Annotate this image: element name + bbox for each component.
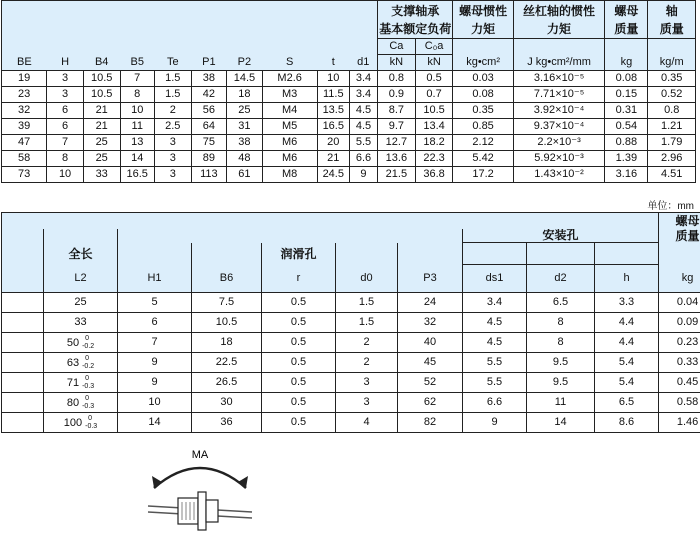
table-cell: 0.31	[605, 103, 648, 119]
table-cell: M8	[262, 167, 317, 183]
table-cell: 7	[47, 135, 84, 151]
table-cell: 36	[192, 413, 262, 433]
spec-table-lower	[1, 212, 700, 433]
table-row	[2, 71, 696, 87]
table-cell: 25	[83, 135, 120, 151]
header-shaft-mass: 轴	[648, 1, 696, 21]
table-cell: 14.5	[227, 71, 263, 87]
tolerance: 0 -0.3	[85, 414, 98, 430]
table-cell: 3.16×10⁻⁵	[513, 71, 605, 87]
table-cell: 5.5	[463, 373, 527, 393]
table-cell: 6.6	[463, 393, 527, 413]
table-cell: 9.7	[378, 119, 416, 135]
table-cell: 3.4	[463, 293, 527, 313]
table-cell: 4.5	[349, 119, 377, 135]
table-cell: 38	[227, 135, 263, 151]
table-cell: M5	[262, 119, 317, 135]
table-cell: 64	[191, 119, 227, 135]
table-cell: 4.5	[349, 103, 377, 119]
table-cell: 8	[527, 333, 595, 353]
table-cell: 48	[227, 151, 263, 167]
col-h1: H1	[118, 265, 192, 293]
col-r: r	[262, 265, 336, 293]
moment-diagram	[140, 446, 260, 541]
table-cell: 21	[83, 103, 120, 119]
col-kg: kg	[659, 265, 700, 293]
table-cell: 0.04	[659, 293, 700, 313]
table-cell: 0.03	[453, 71, 513, 87]
table-cell: 0.23	[659, 333, 700, 353]
table-cell: 31	[227, 119, 263, 135]
table-cell: 2	[336, 353, 398, 373]
table-cell: 58	[2, 151, 47, 167]
table-cell: 0.85	[453, 119, 513, 135]
length-cell: 71 0 -0.3	[44, 373, 118, 393]
col-d1: d1	[349, 55, 377, 71]
table-cell: 2.2×10⁻³	[513, 135, 605, 151]
table-cell: M2.6	[262, 71, 317, 87]
header-nut-mass-2: 螺母	[659, 213, 700, 229]
table-cell: M3	[262, 87, 317, 103]
header-blank	[2, 1, 378, 21]
table-cell: 0.5	[262, 413, 336, 433]
header-ca: Ca	[378, 39, 416, 55]
table-cell: 30	[192, 393, 262, 413]
table-cell: 3	[47, 71, 84, 87]
col-d0: d0	[336, 265, 398, 293]
table-cell: 21	[317, 151, 349, 167]
moment-arc	[154, 468, 246, 488]
col-ca-unit: kN	[378, 55, 416, 71]
table-cell: 0.88	[605, 135, 648, 151]
table-cell: 3.3	[595, 293, 659, 313]
col-h: h	[595, 265, 659, 293]
table-cell: 0.5	[262, 313, 336, 333]
table-cell: 3	[154, 135, 191, 151]
table-cell: 2	[154, 103, 191, 119]
table-cell: 0.08	[605, 71, 648, 87]
col-p3: P3	[398, 265, 463, 293]
col-c0a-unit: kN	[415, 55, 453, 71]
table-cell: 20	[317, 135, 349, 151]
table-cell: 7	[118, 333, 192, 353]
table-cell: 9.5	[527, 373, 595, 393]
table-cell: 6	[47, 119, 84, 135]
table-cell: 1.5	[154, 71, 191, 87]
moment-label: MA	[191, 449, 209, 461]
header-mount-hole: 安装孔	[463, 229, 659, 243]
header-nut-inertia: 螺母惯性	[453, 1, 513, 21]
table-cell: 12.7	[378, 135, 416, 151]
table-cell: 13.5	[317, 103, 349, 119]
lower-table-body	[2, 293, 700, 433]
table-cell: 1.5	[336, 313, 398, 333]
table-cell: 6	[118, 313, 192, 333]
table-cell: 42	[191, 87, 227, 103]
table-row	[2, 119, 696, 135]
table-cell: 9	[349, 167, 377, 183]
table-cell: 0.5	[415, 71, 453, 87]
table-cell: 9	[118, 373, 192, 393]
table-cell: 10	[118, 393, 192, 413]
table-cell: 25	[83, 151, 120, 167]
col-nut-inertia-unit: kg•cm²	[453, 55, 513, 71]
table-cell: 3	[336, 373, 398, 393]
tolerance: 0 -0.3	[82, 394, 95, 410]
table-cell: 19	[2, 71, 47, 87]
table-cell: 0.8	[648, 103, 696, 119]
table-cell: 5.5	[349, 135, 377, 151]
table-row	[2, 151, 696, 167]
table-cell: 10.5	[83, 71, 120, 87]
header-shaft-mass-line2: 质量	[648, 21, 696, 39]
table-row	[2, 393, 700, 413]
header-nut-mass-line2: 质量	[605, 21, 648, 39]
table-cell: 0.09	[659, 313, 700, 333]
table-cell: 9	[463, 413, 527, 433]
table-cell: 45	[398, 353, 463, 373]
table-cell: 56	[191, 103, 227, 119]
tolerance: 0 -0.2	[82, 334, 95, 350]
header-screw-inertia-line2: 力矩	[513, 21, 605, 39]
table-cell: 1.43×10⁻²	[513, 167, 605, 183]
table-cell: 0.52	[648, 87, 696, 103]
table-cell: 0.08	[453, 87, 513, 103]
col-l2: L2	[44, 265, 118, 293]
table-cell: 0.5	[262, 353, 336, 373]
table-cell: 2	[336, 333, 398, 353]
table-cell: 33	[83, 167, 120, 183]
header-support-load: 支撑轴承	[378, 1, 453, 21]
table-cell: 21	[83, 119, 120, 135]
table-cell: 61	[227, 167, 263, 183]
header-nut-inertia-line2: 力矩	[453, 21, 513, 39]
table-cell: 39	[2, 119, 47, 135]
table-cell: 8.6	[595, 413, 659, 433]
table-cell: 4	[336, 413, 398, 433]
table-cell: 5.42	[453, 151, 513, 167]
table-cell: 3.92×10⁻⁴	[513, 103, 605, 119]
table-cell: 62	[398, 393, 463, 413]
table-cell: 4.4	[595, 333, 659, 353]
table-cell: 9.37×10⁻⁴	[513, 119, 605, 135]
ball-nut-icon	[148, 492, 252, 530]
header-lube-hole: 润滑孔	[262, 243, 336, 265]
length-cell: 25	[44, 293, 118, 313]
table-cell: 6.5	[527, 293, 595, 313]
table-cell: 0.35	[648, 71, 696, 87]
table-cell: 1.5	[154, 87, 191, 103]
table-cell: 0.7	[415, 87, 453, 103]
table-cell: 7.71×10⁻⁵	[513, 87, 605, 103]
table-cell: 1.79	[648, 135, 696, 151]
col-ds1: ds1	[463, 265, 527, 293]
col-t: t	[317, 55, 349, 71]
table-cell: 21.5	[378, 167, 416, 183]
table-row	[2, 373, 700, 393]
table-cell: 10.5	[192, 313, 262, 333]
table-cell: 89	[191, 151, 227, 167]
lower-column-header-row	[2, 265, 700, 293]
table-cell: 5	[118, 293, 192, 313]
table-cell: 1.5	[336, 293, 398, 313]
table-cell: 6.5	[595, 393, 659, 413]
table-cell: 8.7	[378, 103, 416, 119]
table-cell: 16.5	[317, 119, 349, 135]
col-b6: B6	[192, 265, 262, 293]
table-cell: 16.5	[120, 167, 154, 183]
table-cell: 10	[317, 71, 349, 87]
col-p2: P2	[227, 55, 263, 71]
table-cell: 1.46	[659, 413, 700, 433]
table-cell: 0.5	[262, 333, 336, 353]
header-nut-mass-2-line2: 质量	[659, 229, 700, 243]
table-cell: 3	[47, 87, 84, 103]
col-b4: B4	[83, 55, 120, 71]
col-shaft-mass-unit: kg/m	[648, 55, 696, 71]
header-nut-mass: 螺母	[605, 1, 648, 21]
col-d2: d2	[527, 265, 595, 293]
table-cell: 4.5	[463, 333, 527, 353]
col-s: S	[262, 55, 317, 71]
table-cell: 5.4	[595, 353, 659, 373]
table-cell: 10.5	[415, 103, 453, 119]
col-screw-inertia-unit: J kg•cm²/mm	[513, 55, 605, 71]
table-cell: 4.5	[463, 313, 527, 333]
table-cell: 0.35	[453, 103, 513, 119]
length-cell: 80 0 -0.3	[44, 393, 118, 413]
length-cell: 50 0 -0.2	[44, 333, 118, 353]
table-cell: 18.2	[415, 135, 453, 151]
col-h: H	[47, 55, 84, 71]
table-cell: 1.21	[648, 119, 696, 135]
table-cell: 0.58	[659, 393, 700, 413]
table-row	[2, 333, 700, 353]
table-cell: 14	[527, 413, 595, 433]
unit-label: 单位：mm	[647, 201, 694, 212]
table-cell: 3	[336, 393, 398, 413]
table-cell: 36.8	[415, 167, 453, 183]
table-row	[2, 413, 700, 433]
length-cell: 33	[44, 313, 118, 333]
table-row	[2, 103, 696, 119]
table-cell: 10	[120, 103, 154, 119]
table-cell: 18	[192, 333, 262, 353]
table-cell: 4.4	[595, 313, 659, 333]
col-b5: B5	[120, 55, 154, 71]
table-row	[2, 135, 696, 151]
table-cell: 0.33	[659, 353, 700, 373]
table-cell: 3.4	[349, 87, 377, 103]
table-cell: 7	[120, 71, 154, 87]
table-row	[2, 313, 700, 333]
upper-table-body	[2, 71, 696, 183]
table-cell: 3.16	[605, 167, 648, 183]
col-be: BE	[2, 55, 47, 71]
table-cell: 0.5	[262, 393, 336, 413]
table-cell: M6	[262, 135, 317, 151]
table-cell: 17.2	[453, 167, 513, 183]
table-cell: 24.5	[317, 167, 349, 183]
table-row	[2, 167, 696, 183]
table-cell: 8	[47, 151, 84, 167]
table-cell: 10.5	[83, 87, 120, 103]
table-cell: 24	[398, 293, 463, 313]
table-cell: 0.8	[378, 71, 416, 87]
header-c0a: C₀a	[415, 39, 453, 55]
table-cell: 14	[120, 151, 154, 167]
table-cell: 14	[118, 413, 192, 433]
table-cell: M4	[262, 103, 317, 119]
table-cell: 3	[154, 167, 191, 183]
table-cell: 5.92×10⁻³	[513, 151, 605, 167]
table-cell: 32	[2, 103, 47, 119]
table-cell: 22.5	[192, 353, 262, 373]
table-cell: 32	[398, 313, 463, 333]
table-cell: 0.5	[262, 293, 336, 313]
table-cell: 25	[227, 103, 263, 119]
table-cell: 13	[120, 135, 154, 151]
table-cell: 0.54	[605, 119, 648, 135]
table-cell: 0.5	[262, 373, 336, 393]
table-row	[2, 87, 696, 103]
table-cell: 18	[227, 87, 263, 103]
col-nut-mass-unit: kg	[605, 55, 648, 71]
table-cell: 5.4	[595, 373, 659, 393]
table-cell: 113	[191, 167, 227, 183]
table-cell: 26.5	[192, 373, 262, 393]
table-cell: 0.45	[659, 373, 700, 393]
table-cell: 3.4	[349, 71, 377, 87]
table-cell: 40	[398, 333, 463, 353]
table-cell: 6	[47, 103, 84, 119]
table-cell: 23	[2, 87, 47, 103]
table-cell: 8	[120, 87, 154, 103]
table-cell: 3	[154, 151, 191, 167]
table-cell: 7.5	[192, 293, 262, 313]
table-cell: 47	[2, 135, 47, 151]
table-cell: 0.9	[378, 87, 416, 103]
table-cell: 2.96	[648, 151, 696, 167]
spec-table-upper	[1, 0, 696, 183]
table-cell: 13.4	[415, 119, 453, 135]
tolerance: 0 -0.2	[82, 354, 95, 370]
table-cell: 9	[118, 353, 192, 373]
length-cell: 100 0 -0.3	[44, 413, 118, 433]
table-cell: 38	[191, 71, 227, 87]
header-total-length: 全长	[44, 243, 118, 265]
table-cell: 11	[527, 393, 595, 413]
col-te: Te	[154, 55, 191, 71]
table-cell: 8	[527, 313, 595, 333]
table-cell: 6.6	[349, 151, 377, 167]
header-screw-inertia: 丝杠轴的惯性	[513, 1, 605, 21]
column-header-row	[2, 55, 696, 71]
table-cell: 2.12	[453, 135, 513, 151]
header-support-load-line2: 基本额定负荷	[378, 21, 453, 39]
table-cell: 11.5	[317, 87, 349, 103]
table-row	[2, 353, 700, 373]
table-cell: 13.6	[378, 151, 416, 167]
table-cell: 4.51	[648, 167, 696, 183]
table-cell: 9.5	[527, 353, 595, 373]
table-cell: 1.39	[605, 151, 648, 167]
col-p1: P1	[191, 55, 227, 71]
table-row	[2, 293, 700, 313]
table-cell: 22.3	[415, 151, 453, 167]
length-cell: 63 0 -0.2	[44, 353, 118, 373]
table-cell: 82	[398, 413, 463, 433]
table-cell: 73	[2, 167, 47, 183]
table-cell: 52	[398, 373, 463, 393]
tolerance: 0 -0.3	[82, 374, 95, 390]
table-cell: 11	[120, 119, 154, 135]
table-cell: 0.15	[605, 87, 648, 103]
table-cell: M6	[262, 151, 317, 167]
table-cell: 75	[191, 135, 227, 151]
table-cell: 2.5	[154, 119, 191, 135]
table-cell: 10	[47, 167, 84, 183]
table-cell: 5.5	[463, 353, 527, 373]
